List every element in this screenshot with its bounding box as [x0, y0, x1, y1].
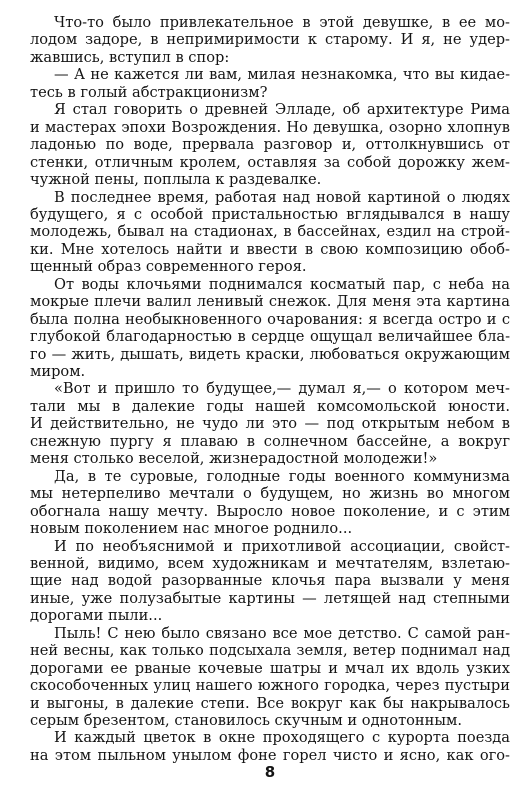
text-line: жавшись, вступил в спор: — [30, 48, 230, 66]
text-line: дорогами ее рваные кочевые шатры и мчал их вдоль узких — [30, 659, 510, 677]
text-line: на этом пыльном унылом фоне горел чисто и ясно, как ого- — [30, 746, 510, 764]
text-line: мы нетерпеливо мечтали о будущем, но жизнь во многом — [30, 485, 510, 503]
text-line: дорогами пыли... — [30, 607, 163, 625]
text-line: мокрые плечи валил ленивый снежок. Для меня эта картина — [30, 293, 510, 311]
text-line: ладонью по воде, прервала разговор и, оттолкнувшись от — [30, 136, 510, 154]
text-line: Да, в те суровые, голодные годы военного коммунизма — [54, 467, 510, 485]
text-line: «Вот и пришло то будущее,— думал я,— о котором меч- — [54, 380, 510, 398]
text-line: меня столько веселой, жизнерадостной молодежи!» — [30, 450, 438, 468]
book-page — [30, 10, 510, 790]
text-line: — А не кажется ли вам, милая незнакомка, что вы кидае- — [54, 66, 510, 84]
text-line: ней весны, как только подсыхала земля, ветер поднимал над — [30, 642, 510, 660]
text-line: скособоченных улиц нашего южного городка, через пустыри — [30, 677, 510, 695]
page-number: 8 — [264, 763, 276, 781]
text-line: снежную пургу я плаваю в солнечном бассейне, а вокруг — [30, 432, 510, 450]
text-line: иные, уже полузабытые картины — летящей над степными — [30, 589, 510, 607]
text-line: новым поколением нас многое роднило... — [30, 520, 353, 538]
text-line: молодежь, бывал на стадионах, в бассейнах, ездил на строй- — [30, 223, 510, 241]
text-line: И каждый цветок в окне проходящего с курорта поезда — [54, 729, 510, 747]
text-line: будущего, я с особой пристальностью вглядывался в нашу — [30, 205, 510, 223]
text-line: лодом задоре, в непримиримости к старому. И я, не удер- — [30, 31, 510, 49]
text-line: тесь в голый абстракционизм? — [30, 83, 268, 101]
text-line: Я стал говорить о древней Элладе, об архитектуре Рима — [54, 101, 510, 119]
text-line: От воды клочьями поднимался косматый пар, с неба на — [54, 275, 510, 293]
text-line: Что-то было привлекательное в этой девушке, в ее мо- — [54, 14, 510, 31]
text-line: венной, видимо, всем художникам и мечтателям, взлетаю- — [30, 554, 510, 572]
text-line: была полна необыкновенного очарования: я всегда остро и с — [30, 310, 510, 328]
text-line: чужной пены, поплыла к раздевалке. — [30, 171, 322, 189]
text-line: ки. Мне хотелось найти и ввести в свою композицию обоб- — [30, 240, 510, 258]
text-line: миром. — [30, 363, 86, 380]
text-line: глубокой благодарностью в сердце ощущал величайшее бла- — [30, 328, 510, 346]
text-line: щенный образ современного героя. — [30, 258, 307, 276]
text-line: и мастерах эпохи Возрождения. Но девушка, озорно хлопнув — [30, 118, 510, 136]
text-line: серым брезентом, становилось скучным и однотонным. — [30, 712, 462, 729]
text-line: И по необъяснимой и прихотливой ассоциации, свойст- — [54, 537, 510, 555]
text-line: тали мы в далекие годы нашей комсомольской юности. — [30, 397, 510, 415]
text-line: и выгоны, в далекие степи. Все вокруг как бы накрывалось — [30, 694, 510, 712]
text-line: В последнее время, работая над новой картиной о людях — [54, 188, 510, 206]
text-line: обогнала нашу мечту. Выросло новое поколение, и с этим — [30, 502, 510, 520]
text-line: стенки, отличным кролем, оставляя за собой дорожку жем- — [30, 153, 510, 171]
text-line: И действительно, не чудо ли это — под открытым небом в — [30, 415, 510, 433]
text-line: Пыль! С нею было связано все мое детство. С самой ран- — [54, 624, 510, 642]
text-line: щие над водой разорванные клочья пара вызвали у меня — [30, 572, 510, 590]
text-line: го — жить, дышать, видеть краски, любоваться окружающим — [30, 345, 510, 363]
